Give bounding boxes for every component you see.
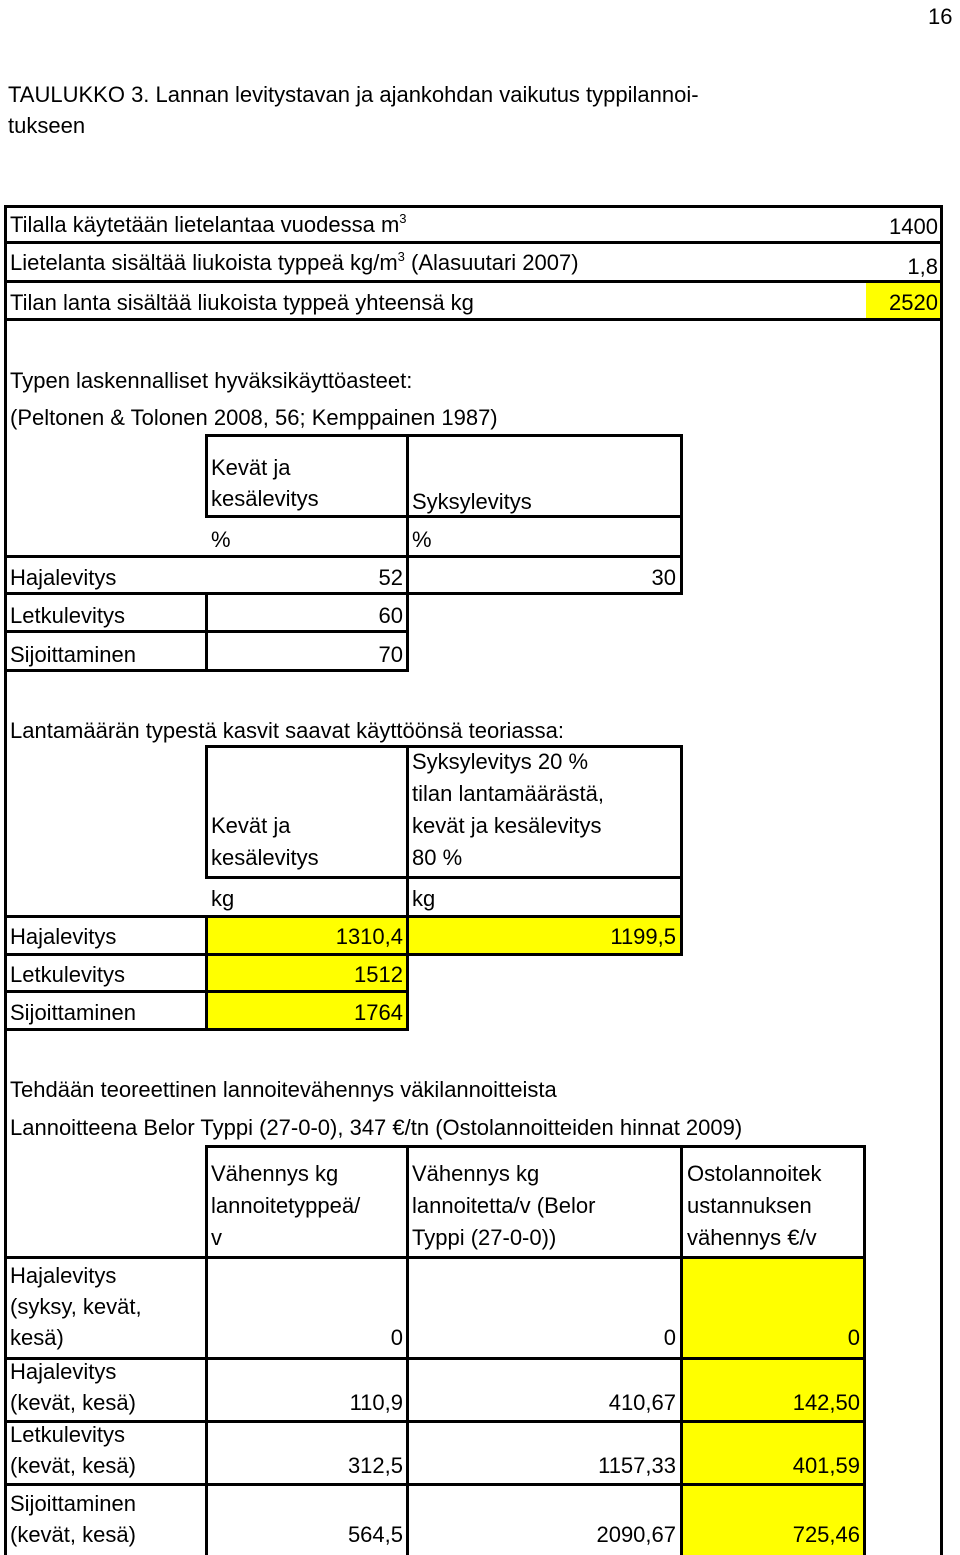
grid-line (205, 434, 683, 437)
grid-line (4, 1256, 866, 1259)
manure-volume-value: 1400 (889, 214, 938, 239)
grid-line (205, 1145, 208, 1555)
grid-line (205, 1145, 866, 1148)
grid-line (205, 745, 683, 748)
grid-line (4, 592, 683, 595)
manure-volume-label (10, 212, 407, 241)
grid-line (4, 1357, 866, 1360)
col-autumn-unit: kg (412, 886, 436, 911)
total-nitrogen-label: Tilan lanta sisältää liukoista typpeä yhteensä kg (10, 290, 474, 315)
grid-line (680, 434, 683, 595)
row-label: Letkulevitys (10, 962, 125, 987)
col-n-header-2: lannoitetyppeä/ (211, 1193, 361, 1218)
col-autumn-header-2: tilan lantamäärästä, (412, 781, 604, 806)
cell-value: 0 (847, 1325, 860, 1350)
row-label: Sijoittaminen (10, 1000, 136, 1025)
efficiency-heading: Typen laskennalliset hyväksikäyttöasteet: (10, 368, 413, 393)
cell-value: 1157,33 (598, 1453, 676, 1478)
col-cost-header-3: vähennys €/v (687, 1225, 817, 1250)
nitrogen-content-label (10, 250, 579, 279)
row-label-2: (syksy, kevät, (10, 1294, 142, 1319)
unit-superscript: 3 (399, 211, 407, 226)
table-title-line1: TAULUKKO 3. Lannan levitystavan ja ajankohdan vaikutus typpilannoi- (8, 82, 699, 107)
cell-value: 564,5 (347, 1522, 403, 1547)
col-spring-header-2: kesälevitys (211, 845, 319, 870)
cell-value: 1764 (354, 1000, 403, 1025)
cell-value: 1310,4 (335, 924, 403, 949)
grid-line (406, 745, 409, 1031)
col-fert-header: Vähennys kg (412, 1161, 540, 1186)
cell-value: 0 (390, 1325, 403, 1350)
col-cost-header-2: ustannuksen (687, 1193, 812, 1218)
reduction-heading: Tehdään teoreettinen lannoitevähennys väkilannoitteista (10, 1077, 557, 1102)
col-n-header-3: v (211, 1225, 222, 1250)
row-label-2: (kevät, kesä) (10, 1453, 136, 1478)
cell-value: 410,67 (608, 1390, 676, 1415)
cell-value: 0 (663, 1325, 676, 1350)
row-label: Letkulevitys (10, 1422, 125, 1447)
page-number: 16 (928, 4, 953, 29)
col-autumn-unit: % (412, 527, 432, 552)
grid-line (680, 745, 683, 956)
col-autumn-header: Syksylevitys 20 % (412, 749, 589, 774)
cell-value: 70 (378, 642, 403, 667)
efficiency-source: (Peltonen & Tolonen 2008, 56; Kemppainen 1987) (10, 405, 498, 430)
divider (4, 241, 943, 244)
fertilizer-info: Lannoitteena Belor Typpi (27-0-0), 347 €/tn (Ostolannoitteiden hinnat 2009) (10, 1115, 743, 1140)
grid-line (205, 745, 208, 879)
grid-line (4, 555, 683, 558)
grid-line (4, 915, 683, 918)
col-autumn-header-4: 80 % (412, 845, 463, 870)
row-label: Sijoittaminen (10, 1491, 136, 1516)
divider (4, 280, 943, 283)
usable-heading: Lantamäärän typestä kasvit saavat käyttöönsä teoriassa: (10, 718, 564, 743)
row-label-2: (kevät, kesä) (10, 1390, 136, 1415)
cell-value: 1512 (354, 962, 403, 987)
cell-value: 60 (378, 603, 403, 628)
row-label: Hajalevitys (10, 1359, 117, 1384)
grid-line (205, 876, 683, 879)
grid-line (205, 434, 208, 518)
nitrogen-content-source: (Alasuutari 2007) (404, 250, 579, 275)
nitrogen-content-value: 1,8 (907, 254, 938, 279)
cell-value: 110,9 (349, 1390, 403, 1415)
row-label: Hajalevitys (10, 924, 117, 949)
grid-line (205, 515, 683, 518)
grid-line (406, 1145, 409, 1555)
grid-line (680, 1145, 683, 1555)
cell-value: 142,50 (792, 1390, 860, 1415)
col-spring-unit: kg (211, 886, 235, 911)
col-spring-unit: % (211, 527, 231, 552)
manure-volume-text: Tilalla käytetään lietelantaa vuodessa m (10, 212, 400, 237)
col-n-header: Vähennys kg (211, 1161, 339, 1186)
row-label: Letkulevitys (10, 603, 125, 628)
row-label-3: kesä) (10, 1325, 64, 1350)
row-label: Hajalevitys (10, 565, 117, 590)
grid-line (4, 1483, 866, 1486)
col-fert-header-2: lannoitetta/v (Belor (412, 1193, 596, 1218)
unit-superscript: 3 (397, 249, 405, 264)
grid-line (205, 592, 208, 672)
col-fert-header-3: Typpi (27-0-0)) (412, 1225, 557, 1250)
nitrogen-content-text: Lietelanta sisältää liukoista typpeä kg/m (10, 250, 398, 275)
cell-value: 52 (378, 565, 403, 590)
cell-value: 1199,5 (610, 924, 676, 949)
col-spring-header: Kevät ja (211, 455, 291, 480)
col-autumn-header: Syksylevitys (412, 489, 532, 514)
cell-value: 401,59 (792, 1453, 860, 1478)
grid-line (205, 915, 208, 1031)
col-cost-header: Ostolannoitek (687, 1161, 822, 1186)
grid-line (406, 434, 409, 672)
row-label: Hajalevitys (10, 1263, 117, 1288)
divider (4, 318, 943, 321)
cell-value: 725,46 (792, 1522, 860, 1547)
cell-value: 30 (651, 565, 676, 590)
col-spring-header-2: kesälevitys (211, 486, 319, 511)
col-autumn-header-3: kevät ja kesälevitys (412, 813, 602, 838)
row-label-2: (kevät, kesä) (10, 1522, 136, 1547)
grid-line (4, 1420, 866, 1423)
cell-value: 312,5 (347, 1453, 403, 1478)
grid-line (863, 1145, 866, 1555)
grid-line (4, 953, 683, 956)
table-title-line2: tukseen (8, 113, 86, 138)
total-nitrogen-value: 2520 (889, 290, 938, 315)
row-label: Sijoittaminen (10, 642, 136, 667)
col-spring-header: Kevät ja (211, 813, 291, 838)
cell-value: 2090,67 (596, 1522, 676, 1547)
